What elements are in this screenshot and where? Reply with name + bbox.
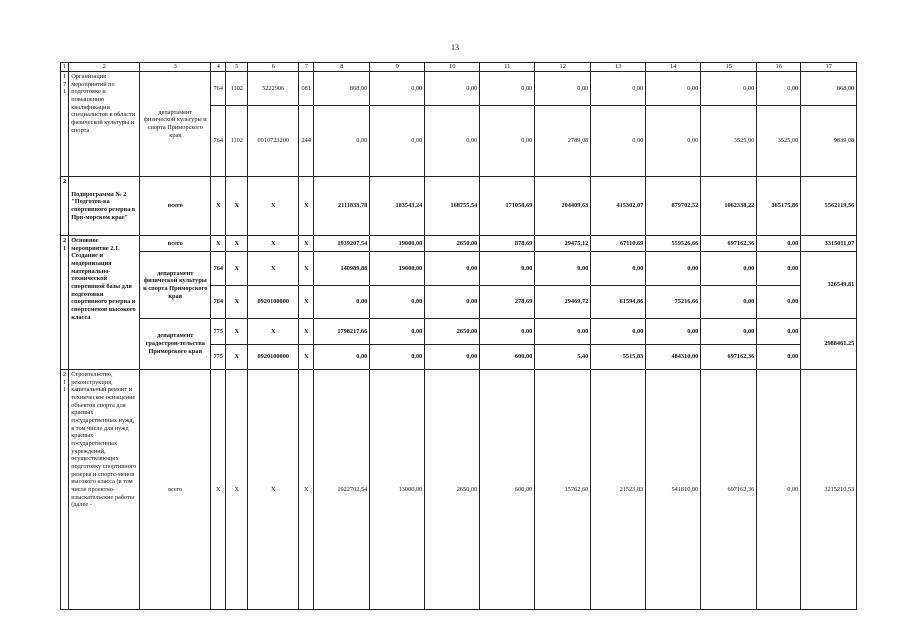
executor: департамент физической культуры и спорта Приморского края xyxy=(140,251,211,318)
value-cell: 0,00 xyxy=(480,105,535,176)
value-cell: 0,00 xyxy=(757,285,801,318)
row-21-b1 xyxy=(61,318,857,344)
value-cell: 0,00 xyxy=(646,251,701,285)
value-cell: 2789,08 xyxy=(535,105,591,176)
value-cell: 2111833,78 xyxy=(314,176,370,235)
value-cell: 0,00 xyxy=(370,105,425,176)
row-code: 2 1 xyxy=(61,235,69,369)
cell-c4: 764 xyxy=(211,105,226,176)
cell-c7: 081 xyxy=(299,71,314,105)
column-header: 10 xyxy=(425,63,480,72)
value-cell: 697162,36 xyxy=(701,344,757,369)
value-cell: 365175,86 xyxy=(757,176,801,235)
row-subprogram-2 xyxy=(61,176,857,235)
column-header: 13 xyxy=(591,63,646,72)
value-cell: 600,00 xyxy=(480,344,535,369)
value-cell: 0,00 xyxy=(757,235,801,251)
value-cell: 878,69 xyxy=(480,235,535,251)
value-cell: 2650,00 xyxy=(425,318,480,344)
cell-c4: 775 xyxy=(211,318,226,344)
executor: департамент физической культуры и спорта Приморского края xyxy=(140,71,211,176)
value-cell: 879702,52 xyxy=(646,176,701,235)
column-header: 14 xyxy=(646,63,701,72)
column-header: 3 xyxy=(140,63,211,72)
value-cell: 13000,00 xyxy=(370,369,425,609)
column-header: 8 xyxy=(314,63,370,72)
value-cell: 559526,66 xyxy=(646,235,701,251)
executor: департамент градострои-тельства Приморского края xyxy=(140,318,211,369)
value-cell: 0,00 xyxy=(591,318,646,344)
value-cell: 0,00 xyxy=(370,71,425,105)
value-cell: 0,00 xyxy=(425,71,480,105)
value-cell: 21523,03 xyxy=(591,369,646,609)
value-cell: 0,00 xyxy=(535,318,591,344)
row-171-a xyxy=(61,71,857,105)
total-cell: 5562119,56 xyxy=(801,176,857,235)
cell-c5: X xyxy=(226,369,248,609)
measure-name: Организация мероприятий по подготовке и повышению квалификации специалистов в области физической культуры и спорта xyxy=(69,71,140,176)
cell-c7: X xyxy=(299,344,314,369)
value-cell: 140989,88 xyxy=(314,251,370,285)
value-cell: 0,00 xyxy=(701,251,757,285)
cell-c6: X xyxy=(248,251,299,285)
value-cell: 5515,83 xyxy=(591,344,646,369)
budget-table xyxy=(60,62,857,610)
cell-c6: X xyxy=(248,369,299,609)
value-cell: 29469,72 xyxy=(535,285,591,318)
cell-c6: X xyxy=(248,318,299,344)
value-cell: 0,00 xyxy=(757,251,801,285)
cell-c7: X xyxy=(299,251,314,285)
value-cell: 3525,00 xyxy=(757,105,801,176)
value-cell: 0,00 xyxy=(757,318,801,344)
value-cell: 0,00 xyxy=(425,285,480,318)
value-cell: 15762,60 xyxy=(535,369,591,609)
value-cell: 29475,12 xyxy=(535,235,591,251)
value-cell: 0,00 xyxy=(591,71,646,105)
value-cell: 0,00 xyxy=(591,105,646,176)
value-cell: 0,00 xyxy=(480,318,535,344)
row-21-total xyxy=(61,235,857,251)
cell-c5: 1102 xyxy=(226,71,248,105)
total-cell: 9839,08 xyxy=(801,105,857,176)
row-21-a1 xyxy=(61,251,857,285)
value-cell: 0,00 xyxy=(701,318,757,344)
cell-c5: X xyxy=(226,176,248,235)
value-cell: 61594,86 xyxy=(591,285,646,318)
row-code: 1 7 1 xyxy=(61,71,69,176)
column-header: 1 xyxy=(61,63,69,72)
cell-c6: 0920100000 xyxy=(248,285,299,318)
executor: всего xyxy=(140,369,211,609)
value-cell: 0,00 xyxy=(701,285,757,318)
value-cell: 0,00 xyxy=(646,318,701,344)
value-cell: 541810,00 xyxy=(646,369,701,609)
total-cell: 2988461,25 xyxy=(801,318,857,369)
value-cell: 5,40 xyxy=(535,344,591,369)
measure-name: Основное мероприятие 2.1. Создание и модернизация материально-технической спортивной базы для подготовки спортивного резерва и спортсменов высокого класса xyxy=(69,235,140,369)
total-cell: 868,00 xyxy=(801,71,857,105)
measure-name: Строительство, реконструкция, капитальный ремонт и техническое оснащение объектов спорта для краевых государственных нужд, в том числе для нужд краевых государственных учреждений, осуществляющих подготовку спортивного резерва и спортс-менов высокого класса (в том числе проектно-изыскательские работы (далее - xyxy=(69,369,140,609)
value-cell: 0,00 xyxy=(480,251,535,285)
value-cell: 415302,07 xyxy=(591,176,646,235)
column-header: 17 xyxy=(801,63,857,72)
header-row xyxy=(61,63,857,72)
cell-c7: X xyxy=(299,369,314,609)
column-header: 4 xyxy=(211,63,226,72)
cell-c6: 5222906 xyxy=(248,71,299,105)
value-cell: 0,00 xyxy=(370,318,425,344)
cell-c4: X xyxy=(211,176,226,235)
cell-c7: X xyxy=(299,176,314,235)
column-header: 7 xyxy=(299,63,314,72)
column-header: 5 xyxy=(226,63,248,72)
cell-c5: 1102 xyxy=(226,105,248,176)
row-211 xyxy=(61,369,857,609)
value-cell: 19000,00 xyxy=(370,235,425,251)
value-cell: 600,00 xyxy=(480,369,535,609)
value-cell: 697162,36 xyxy=(701,369,757,609)
value-cell: 0,00 xyxy=(314,344,370,369)
value-cell: 0,00 xyxy=(535,71,591,105)
cell-c6: X xyxy=(248,235,299,251)
executor: всего xyxy=(140,235,211,251)
column-header: 12 xyxy=(535,63,591,72)
cell-c4: 764 xyxy=(211,251,226,285)
cell-c5: X xyxy=(226,285,248,318)
cell-c6: 0920100000 xyxy=(248,344,299,369)
cell-c6: X xyxy=(248,176,299,235)
value-cell: 0,00 xyxy=(425,251,480,285)
value-cell: 0,00 xyxy=(425,344,480,369)
column-header: 16 xyxy=(757,63,801,72)
value-cell: 19000,00 xyxy=(370,251,425,285)
cell-c6: 0910723200 xyxy=(248,105,299,176)
value-cell: 0,00 xyxy=(646,71,701,105)
cell-c4: X xyxy=(211,369,226,609)
cell-c4: 775 xyxy=(211,344,226,369)
value-cell: 1922702,54 xyxy=(314,369,370,609)
value-cell: 1939207,54 xyxy=(314,235,370,251)
value-cell: 0,00 xyxy=(757,369,801,609)
value-cell: 278,69 xyxy=(480,285,535,318)
cell-c7: X xyxy=(299,235,314,251)
value-cell: 0,00 xyxy=(701,71,757,105)
value-cell: 0,00 xyxy=(314,285,370,318)
cell-c7: X xyxy=(299,285,314,318)
value-cell: 0,00 xyxy=(425,105,480,176)
column-header: 6 xyxy=(248,63,299,72)
column-header: 11 xyxy=(480,63,535,72)
total-cell: 326549,81 xyxy=(801,251,857,318)
value-cell: 484310,00 xyxy=(646,344,701,369)
cell-c5: X xyxy=(226,235,248,251)
value-cell: 204409,63 xyxy=(535,176,591,235)
cell-c5: X xyxy=(226,344,248,369)
value-cell: 0,00 xyxy=(535,251,591,285)
value-cell: 0,00 xyxy=(646,105,701,176)
column-header: 2 xyxy=(69,63,140,72)
executor: всего xyxy=(140,176,211,235)
row-code: 2 1 1 xyxy=(61,369,69,609)
column-header: 15 xyxy=(701,63,757,72)
cell-c4: 764 xyxy=(211,71,226,105)
value-cell: 171058,69 xyxy=(480,176,535,235)
value-cell: 868,00 xyxy=(314,71,370,105)
value-cell: 0,00 xyxy=(480,71,535,105)
value-cell: 0,00 xyxy=(370,344,425,369)
value-cell: 1062338,22 xyxy=(701,176,757,235)
total-cell: 3315011,07 xyxy=(801,235,857,251)
value-cell: 183543,24 xyxy=(370,176,425,235)
value-cell: 1798217,66 xyxy=(314,318,370,344)
total-cell: 3215210,53 xyxy=(801,369,857,609)
value-cell: 168755,54 xyxy=(425,176,480,235)
value-cell: 697162,36 xyxy=(701,235,757,251)
cell-c4: 764 xyxy=(211,285,226,318)
value-cell: 0,00 xyxy=(591,251,646,285)
value-cell: 0,00 xyxy=(757,344,801,369)
column-header: 9 xyxy=(370,63,425,72)
value-cell: 0,00 xyxy=(370,285,425,318)
page-number: 13 xyxy=(451,43,459,52)
value-cell: 75216,66 xyxy=(646,285,701,318)
cell-c5: X xyxy=(226,318,248,344)
value-cell: 2650,00 xyxy=(425,369,480,609)
value-cell: 2650,00 xyxy=(425,235,480,251)
measure-name: Подпрограмма № 2 "Подготов-ка спортивного резерва в При-морском крае" xyxy=(69,176,140,235)
cell-c4: X xyxy=(211,235,226,251)
value-cell: 3525,00 xyxy=(701,105,757,176)
value-cell: 67110,69 xyxy=(591,235,646,251)
cell-c7: X xyxy=(299,318,314,344)
value-cell: 0,00 xyxy=(314,105,370,176)
value-cell: 0,00 xyxy=(757,71,801,105)
cell-c7: 244 xyxy=(299,105,314,176)
row-code: 2 xyxy=(61,176,69,235)
cell-c5: X xyxy=(226,251,248,285)
